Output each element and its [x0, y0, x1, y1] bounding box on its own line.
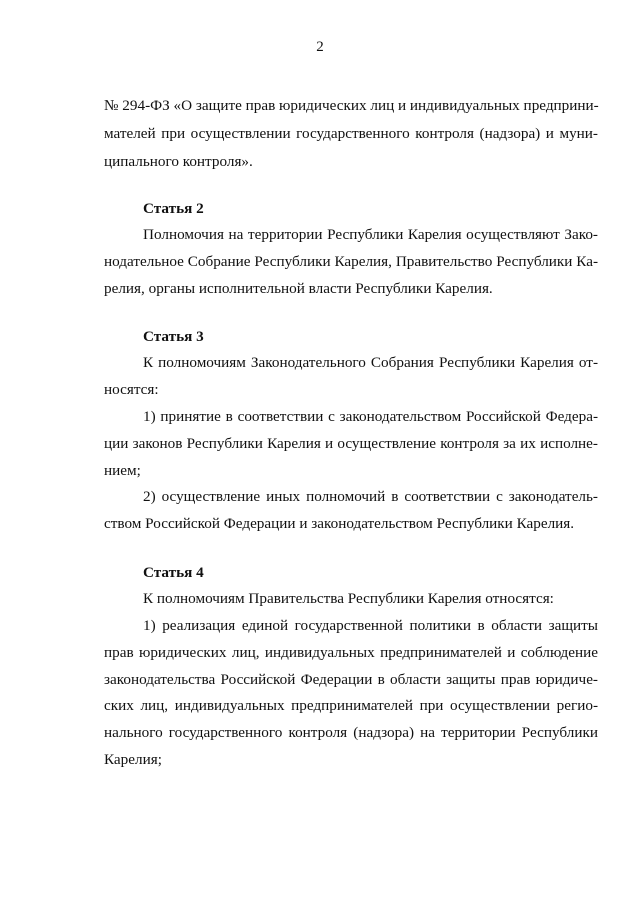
body-line: законодательства Российской Федерации в области защиты прав юридиче- [104, 671, 598, 688]
body-line: ципального контроля». [104, 153, 253, 170]
body-line: № 294-ФЗ «О защите прав юридических лиц и индивидуальных предприни- [104, 97, 599, 114]
body-line: Полномочия на территории Республики Карелия осуществляют Зако- [143, 226, 598, 243]
body-line: релия, органы исполнительной власти Республики Карелия. [104, 280, 493, 297]
body-line: ских лиц, индивидуальных предпринимателей при осуществлении регио- [104, 697, 598, 714]
body-line: нодательное Собрание Республики Карелия, Правительство Республики Ка- [104, 253, 598, 270]
body-line: К полномочиям Законодательного Собрания Республики Карелия от- [143, 354, 598, 371]
page-number: 2 [316, 39, 324, 55]
body-line: носятся: [104, 381, 159, 398]
body-line: нием; [104, 462, 141, 479]
body-line: ции законов Республики Карелия и осуществление контроля за их исполне- [104, 435, 598, 452]
article-heading: Статья 4 [143, 564, 204, 581]
body-line: 1) реализация единой государственной политики в области защиты [143, 617, 598, 634]
body-line: 1) принятие в соответствии с законодательством Российской Федера- [143, 408, 598, 425]
body-line: Карелия; [104, 751, 162, 768]
body-line: К полномочиям Правительства Республики Карелия относятся: [143, 590, 554, 607]
article-heading: Статья 3 [143, 328, 204, 345]
body-line: 2) осуществление иных полномочий в соответствии с законодатель- [143, 488, 598, 505]
body-line: нального государственного контроля (надзора) на территории Республики [104, 724, 598, 741]
body-line: прав юридических лиц, индивидуальных предпринимателей и соблюдение [104, 644, 598, 661]
body-line: мателей при осуществлении государственного контроля (надзора) и муни- [104, 125, 598, 142]
body-line: ством Российской Федерации и законодательством Республики Карелия. [104, 515, 575, 532]
article-heading: Статья 2 [143, 200, 204, 217]
